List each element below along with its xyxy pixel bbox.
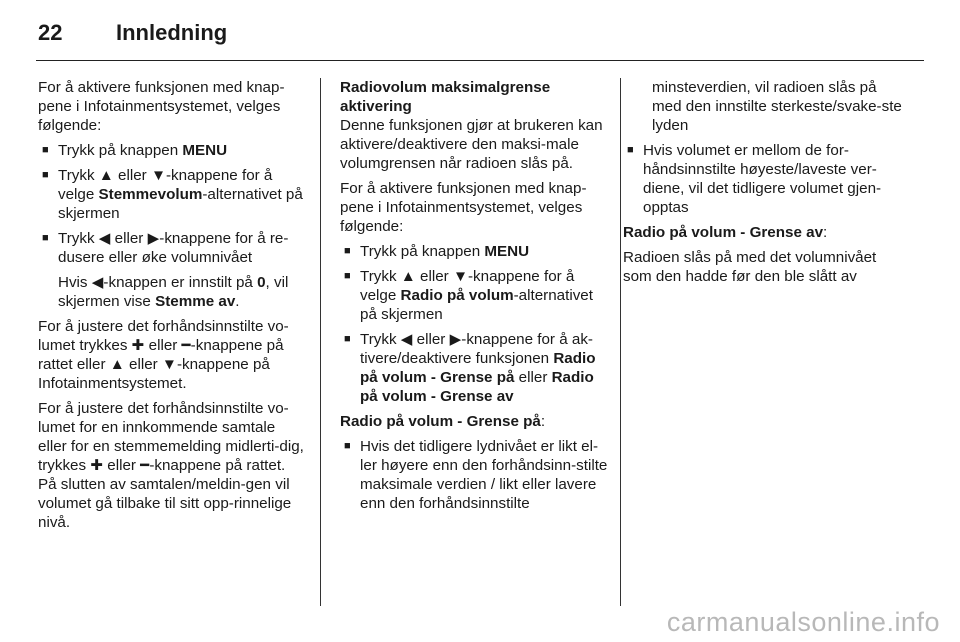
limit-off-paragraph: Radioen slås på med det volumnivået som den hadde før den ble slått av: [623, 249, 877, 285]
column-3: [623, 78, 908, 292]
bullet-adjust-volume: ■ Trykk ◀ eller ▶-knappene for å re-dusere eller øke volumnivået: [38, 229, 308, 267]
bullet-limit-condition: ■ Hvis det tidligere lydnivået er likt el-ler høyere enn den forhåndsinn-stilte maksimale verdien / likt eller lavere enn den forhåndsinnstilte: [340, 437, 610, 513]
section-heading: Radiovolum maksimalgrense aktivering: [340, 79, 551, 115]
column-divider-1: [320, 78, 321, 606]
bullet-select-option: ■ Trykk ▲ eller ▼-knappene for å velge Stemmevolum-alternativet på skjermen: [38, 166, 308, 223]
bullet-menu: ■ Trykk på knappen MENU: [340, 242, 610, 261]
intro-paragraph: For å aktivere funksjonen med knap-pene i Infotainmentsystemet, velges følgende:: [340, 180, 587, 235]
call-volume-paragraph: For å justere det forhåndsinnstilte vo-lumet for en innkommende samtale eller for en stemmemelding midlerti-dig, trykkes ✚ eller ━-knappene på rattet. På slutten av samtalen/meldin-gen vil volumet gå tilbake til sitt opp-rinnelige nivå.: [38, 400, 304, 531]
description-paragraph: Denne funksjonen gjør at brukeren kan aktivere/deaktivere den maksi-male volumgrensen når radioen slås på.: [340, 117, 603, 172]
sub-heading-limit-off: Radio på volum - Grense av:: [623, 224, 828, 241]
watermark-text: carmanualsonline.info: [666, 607, 940, 637]
chapter-title: Innledning: [116, 20, 228, 45]
bullet-select-option: ■ Trykk ▲ eller ▼-knappene for å velge Radio på volum-alternativet på skjermen: [340, 267, 610, 324]
page-header: [36, 20, 924, 61]
page-number: 22: [38, 20, 63, 45]
continued-bullet-text: minsteverdien, vil radioen slås på med den innstilte sterkeste/svake-ste lyden: [652, 79, 902, 134]
bullet-menu: ■ Trykk på knappen MENU: [38, 141, 308, 160]
column-1: [38, 78, 308, 538]
preset-volume-paragraph: For å justere det forhåndsinnstilte vo-lumet trykkes ✚ eller ━-knappene på rattet eller ▲ eller ▼-knappene på Infotainmentsystemet.: [38, 318, 289, 392]
intro-paragraph: For å aktivere funksjonen med knap-pene i Infotainmentsystemet, velges følgende:: [38, 79, 285, 134]
sub-heading-limit-on: Radio på volum - Grense på:: [340, 413, 546, 430]
bullet-between-presets: ■ Hvis volumet er mellom de for-håndsinnstilte høyeste/laveste ver-diene, vil det tidligere volumet gjen-opptas: [623, 141, 908, 217]
bullet-toggle-limit: ■ Trykk ◀ eller ▶-knappene for å ak-tivere/deaktivere funksjonen Radio på volum - Grense på eller Radio på volum - Grense av: [340, 330, 610, 406]
column-divider-2: [620, 78, 621, 606]
note-paragraph: Hvis ◀-knappen er innstilt på 0, vil skjermen vise Stemme av.: [58, 274, 289, 310]
column-2: [340, 78, 610, 519]
